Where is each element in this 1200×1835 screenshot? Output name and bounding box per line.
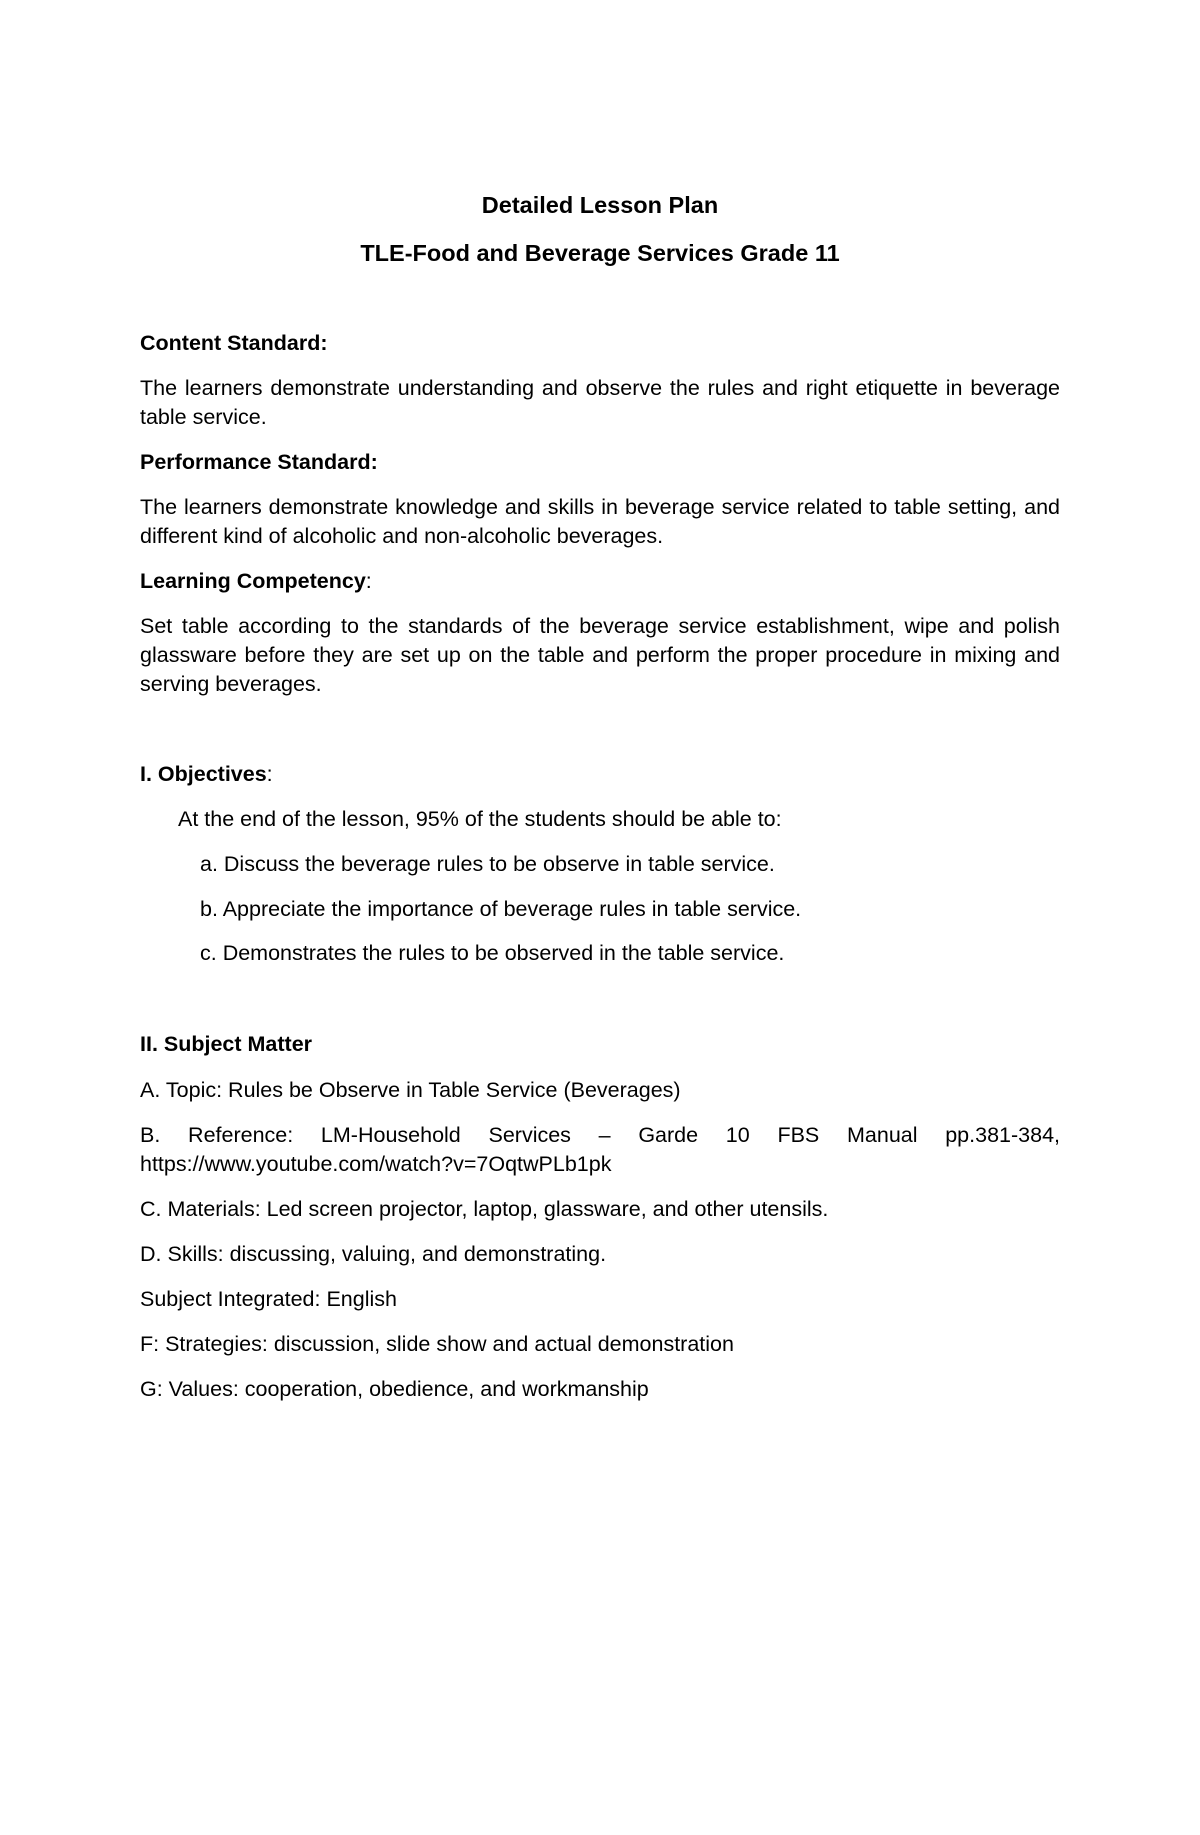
subject-matter-heading: II. Subject Matter [140, 1032, 313, 1056]
content-standard-heading: Content Standard: [140, 331, 328, 355]
learning-competency-label: Learning Competency [140, 569, 366, 593]
content-standard-text: The learners demonstrate understanding and observe the rules and right etiquette in beverage table service. [140, 376, 1060, 429]
subject-materials: C. Materials: Led screen projector, laptop, glassware, and other utensils. [140, 1197, 829, 1221]
objectives-label: I. Objectives [140, 762, 267, 786]
objectives-intro: At the end of the lesson, 95% of the students should be able to: [178, 807, 782, 831]
learning-competency-text: Set table according to the standards of the beverage service establishment, wipe and polish glassware before they are set up on the table and perform the proper procedure in mixing and serving beverages. [140, 614, 1060, 696]
performance-standard-heading: Performance Standard: [140, 450, 378, 474]
subject-skills: D. Skills: discussing, valuing, and demonstrating. [140, 1242, 607, 1266]
document-title: Detailed Lesson Plan [481, 192, 719, 218]
document-subtitle: TLE-Food and Beverage Services Grade 11 [360, 240, 840, 266]
objective-item-b: b. Appreciate the importance of beverage rules in table service. [200, 897, 802, 921]
learning-competency-heading [140, 567, 372, 595]
objectives-colon: : [266, 762, 273, 786]
objective-item-c: c. Demonstrates the rules to be observed in the table service. [200, 941, 785, 965]
subject-reference: B. Reference: LM-Household Services – Garde 10 FBS Manual pp.381-384, https://www.youtube.com/watch?v=7OqtwPLb1pk [140, 1123, 1060, 1176]
subject-strategies: F: Strategies: discussion, slide show and actual demonstration [140, 1332, 734, 1356]
objectives-heading [140, 760, 273, 788]
learning-competency-colon: : [365, 569, 372, 593]
objective-item-a: a. Discuss the beverage rules to be observe in table service. [200, 852, 775, 876]
subject-values: G: Values: cooperation, obedience, and workmanship [140, 1377, 649, 1401]
subject-topic: A. Topic: Rules be Observe in Table Service (Beverages) [140, 1078, 681, 1102]
subject-integrated: Subject Integrated: English [140, 1287, 397, 1311]
performance-standard-text: The learners demonstrate knowledge and skills in beverage service related to table setting, and different kind of alcoholic and non-alcoholic beverages. [140, 495, 1060, 548]
